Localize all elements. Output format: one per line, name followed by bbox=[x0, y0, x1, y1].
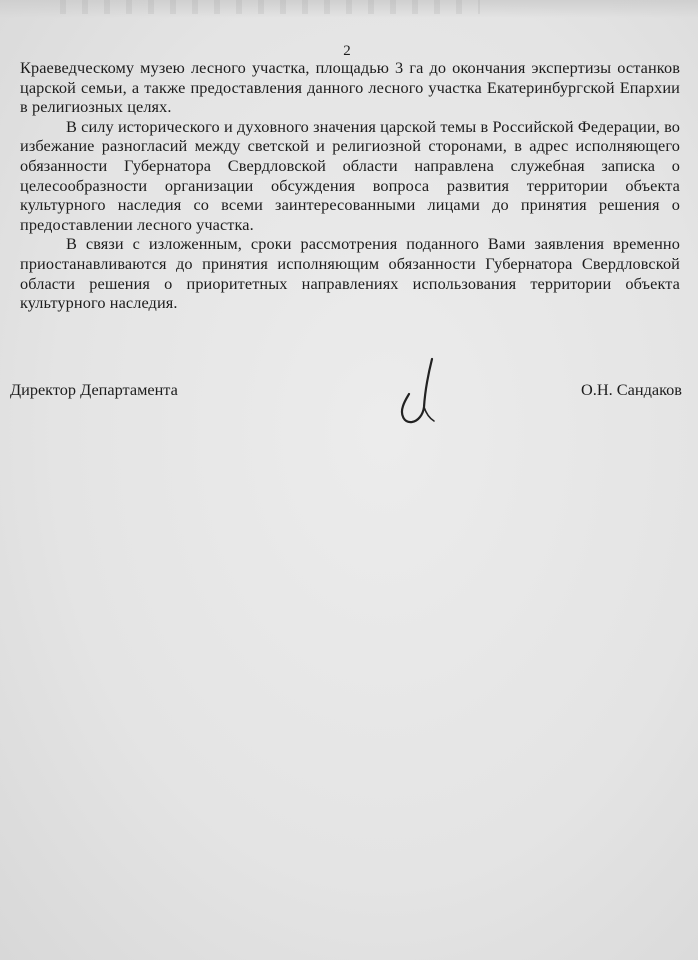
page-number: 2 bbox=[343, 43, 351, 59]
paragraph-historical-significance: В силу исторического и духовного значения царской темы в Российской Федерации, во избежание разногласий между светской и религиозной сторонами, в адрес исполняющего обязанности Губернатора Свердловской области направлена служебная записка о целесообразности организации обсуждения вопроса развития территории объекта культурного наследия со всеми заинтересованными лицами до принятия решения о предоставлении лесного участка. bbox=[20, 116, 680, 234]
paragraph-continuation: Краеведческому музею лесного участка, площадью 3 га до окончания экспертизы останков царской семьи, а также предоставления данного лесного участка Екатеринбургской Епархии в религиозных целях. bbox=[20, 58, 680, 117]
letter-body bbox=[20, 58, 680, 313]
signature-block bbox=[10, 380, 682, 404]
handwritten-signature bbox=[392, 355, 452, 431]
paragraph-suspension-notice: В связи с изложенным, сроки рассмотрения поданного Вами заявления временно приостанавливаются до принятия исполняющим обязанности Губернатора Свердловской области решения о приоритетных направлениях использования территории объекта культурного наследия. bbox=[20, 234, 680, 313]
scan-bleed-marks bbox=[60, 0, 480, 14]
signer-position: Директор Департамента bbox=[10, 380, 178, 399]
signer-name: О.Н. Сандаков bbox=[581, 380, 682, 399]
